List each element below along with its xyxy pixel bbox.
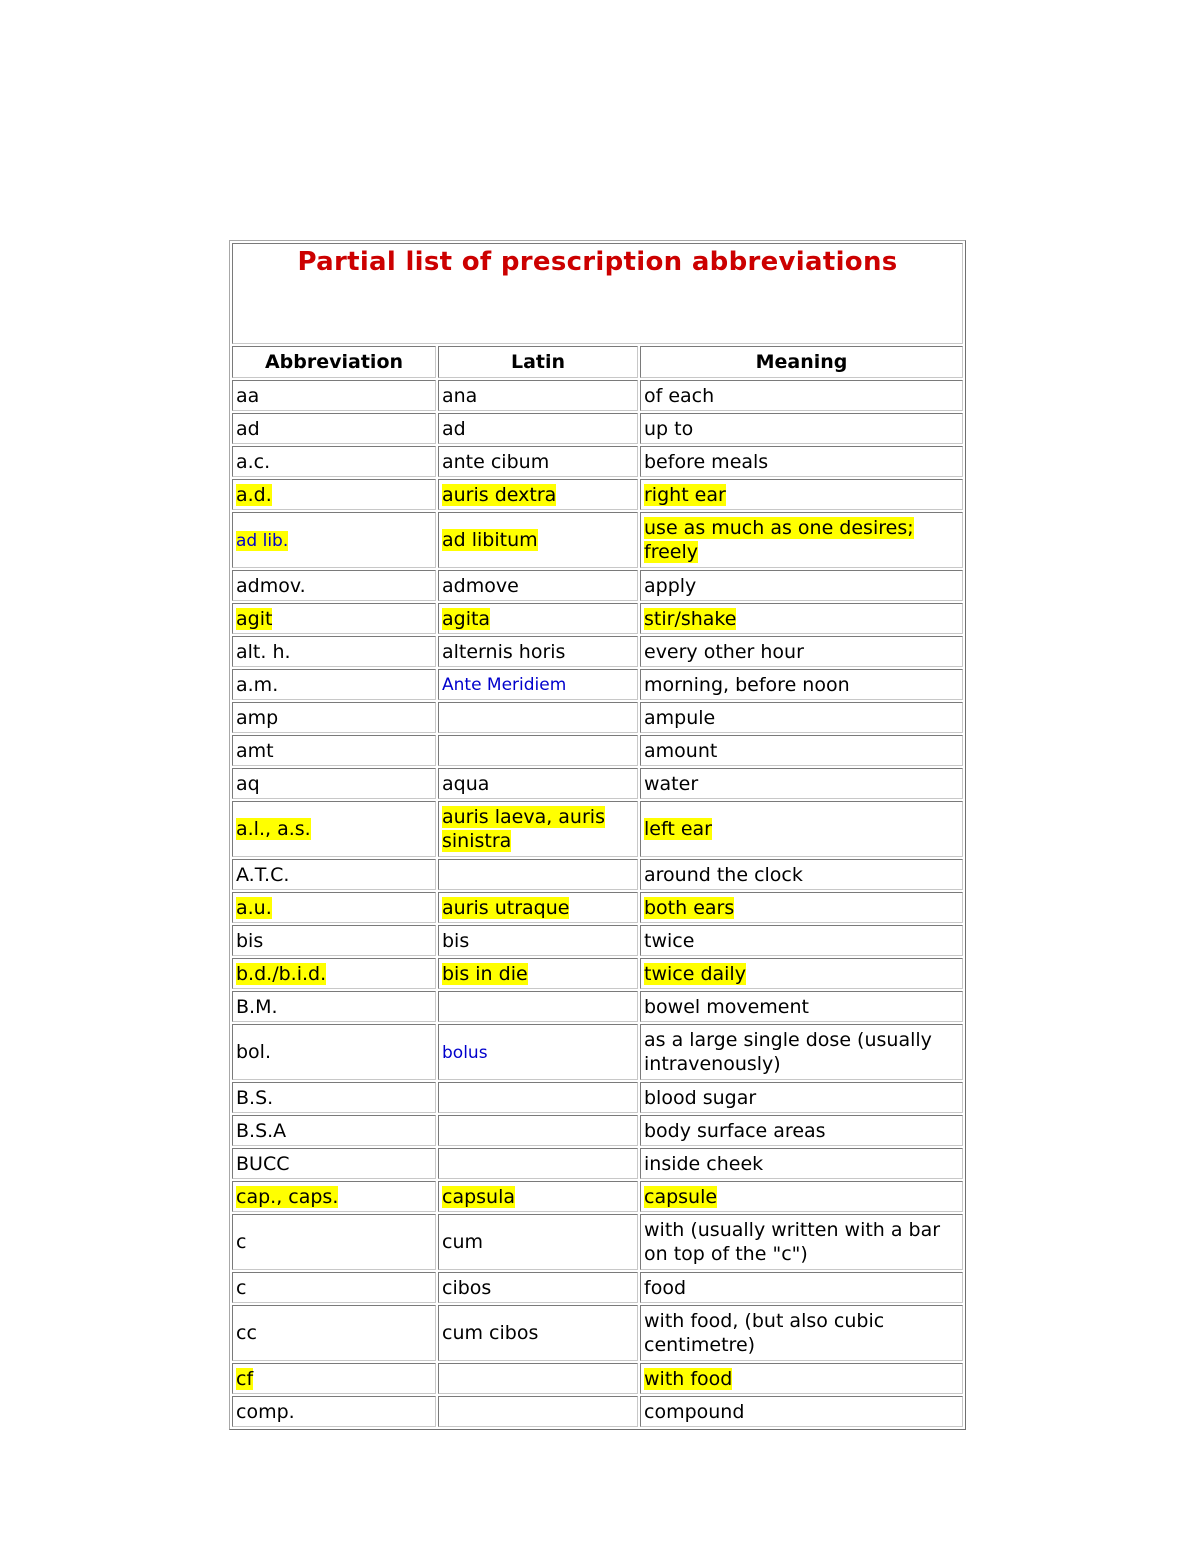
latin-cell [438,603,638,634]
table-row [232,801,963,857]
latin-cell [438,735,638,766]
abbreviation-cell-text: b.d./b.i.d. [236,962,327,985]
meaning-cell [640,512,963,568]
abbreviation-cell [232,603,436,634]
latin-cell [438,636,638,667]
abbreviation-cell-text: cc [236,1322,257,1344]
meaning-cell-text: up to [644,417,694,440]
table-row [232,603,963,634]
latin-cell-text: cum cibos [442,1322,539,1344]
abbreviation-cell [232,801,436,857]
abbreviation-cell-text: A.T.C. [236,863,290,886]
meaning-cell-text: use as much as one desires; freely [644,517,914,563]
meaning-cell [640,859,963,890]
abbreviation-cell-text: bol. [236,1041,272,1063]
latin-cell [438,479,638,510]
latin-cell [438,702,638,733]
table-row [232,512,963,568]
meaning-cell [640,1272,963,1303]
latin-cell [438,1305,638,1361]
meaning-cell-text: morning, before noon [644,673,850,696]
meaning-cell-text: around the clock [644,863,803,886]
abbreviation-cell-text: alt. h. [236,640,291,663]
latin-cell-text: admove [442,574,519,597]
abbreviation-cell-text: B.S.A [236,1119,287,1142]
meaning-cell-text: of each [644,384,715,407]
latin-cell-text: aqua [442,772,490,795]
latin-cell [438,768,638,799]
meaning-cell [640,1082,963,1113]
latin-cell-text: auris dextra [442,483,557,506]
meaning-cell [640,702,963,733]
meaning-cell-text: apply [644,574,697,597]
table-row [232,1396,963,1427]
latin-cell-text: auris utraque [442,896,570,919]
table-row [232,768,963,799]
title-row [232,243,963,344]
abbreviation-cell-text: a.u. [236,896,272,919]
latin-cell-text: cum [442,1231,483,1253]
latin-cell [438,1024,638,1080]
meaning-cell-text: capsule [644,1185,718,1208]
abbreviation-cell [232,1082,436,1113]
abbreviation-cell [232,892,436,923]
table-row [232,958,963,989]
meaning-cell [640,991,963,1022]
table-row [232,636,963,667]
table-row [232,1214,963,1270]
meaning-cell [640,413,963,444]
table-row [232,570,963,601]
latin-cell-text: agita [442,607,491,630]
latin-cell [438,380,638,411]
table-row [232,1024,963,1080]
latin-cell [438,1082,638,1113]
abbreviation-cell-text: agit [236,607,273,630]
abbreviation-cell [232,413,436,444]
meaning-cell-text: before meals [644,450,769,473]
meaning-cell-text: ampule [644,706,716,729]
abbreviation-cell-text: BUCC [236,1152,290,1175]
meaning-cell-text: with (usually written with a bar on top of the "c") [644,1219,941,1265]
meaning-cell-text: stir/shake [644,607,737,630]
table-row [232,702,963,733]
latin-cell [438,991,638,1022]
abbreviation-cell [232,570,436,601]
meaning-cell [640,1363,963,1394]
latin-cell-text: capsula [442,1185,516,1208]
table-row [232,380,963,411]
latin-cell [438,801,638,857]
abbreviation-cell-text: c [236,1276,247,1299]
latin-cell-text: auris laeva, auris sinistra [442,806,605,852]
latin-cell [438,570,638,601]
meaning-cell-text: food [644,1276,686,1299]
header-latin: Latin [438,346,638,378]
meaning-cell [640,735,963,766]
latin-cell [438,1115,638,1146]
meaning-cell [640,958,963,989]
abbreviation-cell-text: cf [236,1367,254,1390]
latin-cell-text[interactable]: Ante Meridiem [442,675,567,695]
meaning-cell-text: every other hour [644,640,804,663]
meaning-cell-text: with food [644,1367,733,1390]
abbreviation-cell-text: a.l., a.s. [236,818,311,840]
abbreviation-cell [232,636,436,667]
latin-cell-text: alternis horis [442,640,566,663]
table-row [232,859,963,890]
meaning-cell-text: bowel movement [644,995,809,1018]
meaning-cell-text: both ears [644,896,735,919]
abbreviation-cell-text: cap., caps. [236,1185,339,1208]
page-title: Partial list of prescription abbreviations [232,243,963,344]
table-row [232,991,963,1022]
meaning-cell [640,1396,963,1427]
meaning-cell-text: with food, (but also cubic centimetre) [644,1310,885,1356]
table-row [232,1305,963,1361]
meaning-cell [640,1305,963,1361]
table-row [232,925,963,956]
latin-cell-text: bis [442,929,470,952]
abbreviation-cell-text: bis [236,929,264,952]
latin-cell [438,669,638,700]
abbreviation-cell [232,925,436,956]
abbreviation-cell [232,1115,436,1146]
table-row [232,479,963,510]
latin-cell-text: bis in die [442,962,528,985]
abbreviation-cell [232,1181,436,1212]
abbreviation-cell-text: amp [236,706,279,729]
latin-cell [438,1181,638,1212]
abbreviation-cell [232,735,436,766]
meaning-cell [640,1148,963,1179]
meaning-cell-text: as a large single dose (usually intravenously) [644,1029,932,1075]
meaning-cell [640,801,963,857]
abbreviation-cell [232,859,436,890]
latin-cell [438,1363,638,1394]
table-row [232,669,963,700]
meaning-cell [640,925,963,956]
abbreviation-cell [232,1305,436,1361]
table-row [232,1148,963,1179]
latin-cell [438,1148,638,1179]
abbreviation-cell-text: a.m. [236,673,279,696]
abbreviation-cell [232,991,436,1022]
meaning-cell-text: twice daily [644,962,746,985]
abbreviation-cell-text: c [236,1231,247,1253]
abbreviation-cell-text: admov. [236,574,306,597]
header-meaning: Meaning [640,346,963,378]
abbreviation-cell-text: aa [236,384,260,407]
meaning-cell [640,446,963,477]
meaning-cell-text: water [644,772,699,795]
abbreviation-cell-text: amt [236,739,274,762]
latin-cell-text: ana [442,384,478,407]
abbreviation-cell [232,1148,436,1179]
latin-cell [438,958,638,989]
abbreviation-cell [232,512,436,568]
abbreviation-cell-text[interactable]: ad lib. [236,530,289,551]
table-row [232,1181,963,1212]
abbreviation-cell [232,1363,436,1394]
latin-cell [438,1396,638,1427]
table-row [232,1115,963,1146]
meaning-cell [640,669,963,700]
latin-cell [438,925,638,956]
meaning-cell-text: compound [644,1400,745,1423]
meaning-cell [640,603,963,634]
latin-cell [438,512,638,568]
meaning-cell-text: amount [644,739,718,762]
abbreviation-cell-text: B.S. [236,1086,274,1109]
latin-cell [438,413,638,444]
table-row [232,1082,963,1113]
meaning-cell-text: inside cheek [644,1152,764,1175]
latin-cell [438,446,638,477]
latin-cell [438,1272,638,1303]
table-row [232,446,963,477]
abbreviation-cell [232,1214,436,1270]
latin-cell [438,1214,638,1270]
meaning-cell [640,570,963,601]
latin-cell [438,892,638,923]
latin-cell [438,859,638,890]
table-row [232,892,963,923]
latin-cell-text: ante cibum [442,450,550,473]
table-row [232,413,963,444]
meaning-cell-text: left ear [644,818,712,840]
abbreviation-cell-text: ad [236,417,260,440]
abbreviation-cell-text: B.M. [236,995,278,1018]
meaning-cell [640,1115,963,1146]
meaning-cell [640,1181,963,1212]
meaning-cell [640,636,963,667]
abbreviation-cell [232,768,436,799]
abbreviation-cell [232,1396,436,1427]
abbreviations-table [229,240,966,1430]
meaning-cell-text: twice [644,929,695,952]
meaning-cell [640,479,963,510]
latin-cell-text: ad [442,417,466,440]
latin-cell-text: cibos [442,1276,492,1299]
abbreviation-cell [232,1272,436,1303]
abbreviation-cell [232,1024,436,1080]
abbreviation-cell [232,958,436,989]
abbreviation-cell-text: a.d. [236,483,272,506]
latin-cell-text[interactable]: bolus [442,1042,488,1063]
abbreviation-cell [232,702,436,733]
abbreviation-cell [232,446,436,477]
meaning-cell [640,892,963,923]
latin-cell-text: ad libitum [442,529,538,551]
meaning-cell [640,1024,963,1080]
meaning-cell [640,380,963,411]
abbreviation-cell [232,669,436,700]
abbreviation-cell-text: a.c. [236,450,271,473]
meaning-cell [640,1214,963,1270]
abbreviation-cell-text: aq [236,772,260,795]
header-row [232,346,963,378]
meaning-cell [640,768,963,799]
table-row [232,1363,963,1394]
table-row [232,735,963,766]
abbreviation-cell [232,479,436,510]
meaning-cell-text: right ear [644,483,726,506]
meaning-cell-text: blood sugar [644,1086,757,1109]
abbreviation-cell [232,380,436,411]
meaning-cell-text: body surface areas [644,1119,826,1142]
abbreviation-cell-text: comp. [236,1400,295,1423]
header-abbreviation: Abbreviation [232,346,436,378]
table-row [232,1272,963,1303]
